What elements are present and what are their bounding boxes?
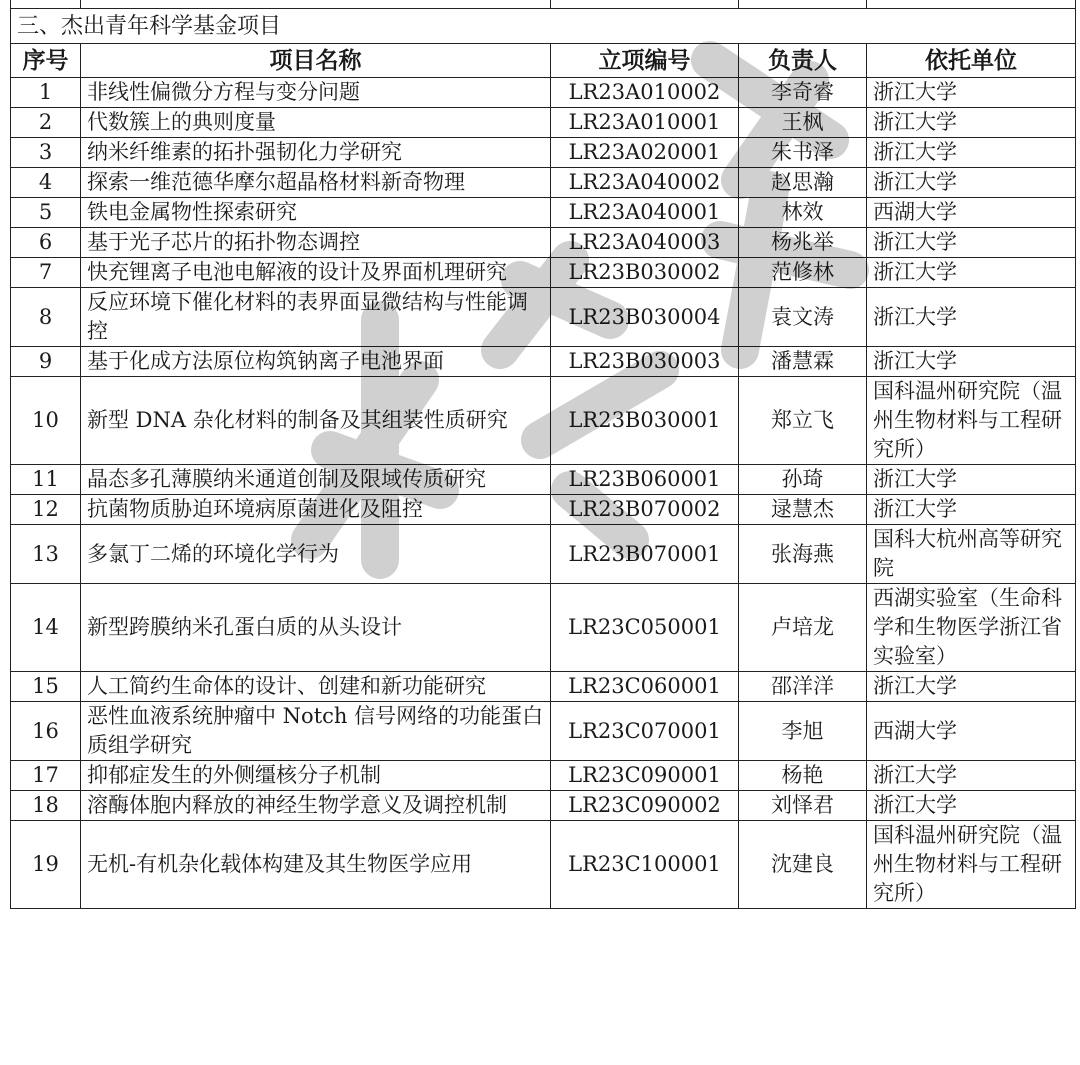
cell-leader: 李旭 bbox=[739, 702, 867, 761]
header-row bbox=[11, 44, 1076, 78]
cell-no: 17 bbox=[11, 761, 81, 791]
cell-no: 7 bbox=[11, 258, 81, 288]
cell-leader: 逯慧杰 bbox=[739, 495, 867, 525]
table-row bbox=[11, 672, 1076, 702]
cell-unit: 西湖实验室（生命科学和生物医学浙江省实验室） bbox=[867, 584, 1076, 672]
cell-project-name: 晶态多孔薄膜纳米通道创制及限域传质研究 bbox=[81, 465, 551, 495]
cell-no: 6 bbox=[11, 228, 81, 258]
cell-no: 8 bbox=[11, 288, 81, 347]
cell-no: 18 bbox=[11, 791, 81, 821]
cell-no: 2 bbox=[11, 108, 81, 138]
cell-no: 13 bbox=[11, 525, 81, 584]
cell-no: 4 bbox=[11, 168, 81, 198]
table-row bbox=[11, 821, 1076, 909]
table-row bbox=[11, 288, 1076, 347]
cell-project-code: LR23C060001 bbox=[551, 672, 739, 702]
cell-leader: 郑立飞 bbox=[739, 377, 867, 465]
table-row bbox=[11, 108, 1076, 138]
cell-no: 16 bbox=[11, 702, 81, 761]
table-row bbox=[11, 791, 1076, 821]
cell-project-name: 铁电金属物性探索研究 bbox=[81, 198, 551, 228]
cell-unit: 浙江大学 bbox=[867, 347, 1076, 377]
cell-unit: 浙江大学 bbox=[867, 672, 1076, 702]
cell-unit: 国科大杭州高等研究院 bbox=[867, 525, 1076, 584]
header-name: 项目名称 bbox=[81, 44, 551, 78]
cell-leader: 袁文涛 bbox=[739, 288, 867, 347]
cell-leader: 杨兆举 bbox=[739, 228, 867, 258]
cell-leader: 王枫 bbox=[739, 108, 867, 138]
cell-no: 19 bbox=[11, 821, 81, 909]
cell-no: 10 bbox=[11, 377, 81, 465]
cell-project-code: LR23B030002 bbox=[551, 258, 739, 288]
cell-unit: 浙江大学 bbox=[867, 791, 1076, 821]
cell-project-code: LR23C100001 bbox=[551, 821, 739, 909]
cell-project-name: 溶酶体胞内释放的神经生物学意义及调控机制 bbox=[81, 791, 551, 821]
cell-no: 1 bbox=[11, 78, 81, 108]
cell-project-code: LR23B070002 bbox=[551, 495, 739, 525]
cell-unit: 国科温州研究院（温州生物材料与工程研究所） bbox=[867, 821, 1076, 909]
cell-unit: 西湖大学 bbox=[867, 198, 1076, 228]
cell-no: 11 bbox=[11, 465, 81, 495]
cell-project-name: 抗菌物质胁迫环境病原菌进化及阻控 bbox=[81, 495, 551, 525]
cell-leader: 潘慧霖 bbox=[739, 347, 867, 377]
cell-project-code: LR23A040001 bbox=[551, 198, 739, 228]
cell-project-name: 纳米纤维素的拓扑强韧化力学研究 bbox=[81, 138, 551, 168]
cell-project-name: 无机-有机杂化载体构建及其生物医学应用 bbox=[81, 821, 551, 909]
cell-project-code: LR23B060001 bbox=[551, 465, 739, 495]
cell-unit: 浙江大学 bbox=[867, 138, 1076, 168]
cell-leader: 沈建良 bbox=[739, 821, 867, 909]
table-row bbox=[11, 495, 1076, 525]
cell-project-code: LR23C050001 bbox=[551, 584, 739, 672]
cell-project-code: LR23A040002 bbox=[551, 168, 739, 198]
table-row bbox=[11, 138, 1076, 168]
table-row bbox=[11, 702, 1076, 761]
cell-no: 14 bbox=[11, 584, 81, 672]
cell-leader: 杨艳 bbox=[739, 761, 867, 791]
table-row bbox=[11, 465, 1076, 495]
cell-project-code: LR23C070001 bbox=[551, 702, 739, 761]
cell-project-name: 探索一维范德华摩尔超晶格材料新奇物理 bbox=[81, 168, 551, 198]
cell-leader: 李奇睿 bbox=[739, 78, 867, 108]
cell-leader: 卢培龙 bbox=[739, 584, 867, 672]
cell-project-name: 反应环境下催化材料的表界面显微结构与性能调控 bbox=[81, 288, 551, 347]
cell-project-code: LR23B030003 bbox=[551, 347, 739, 377]
cell-no: 15 bbox=[11, 672, 81, 702]
table-row bbox=[11, 198, 1076, 228]
cell-unit: 浙江大学 bbox=[867, 78, 1076, 108]
cell-project-code: LR23A020001 bbox=[551, 138, 739, 168]
cell-project-name: 快充锂离子电池电解液的设计及界面机理研究 bbox=[81, 258, 551, 288]
cell-unit: 浙江大学 bbox=[867, 465, 1076, 495]
cell-unit: 浙江大学 bbox=[867, 108, 1076, 138]
cell-project-name: 代数簇上的典则度量 bbox=[81, 108, 551, 138]
cell-unit: 浙江大学 bbox=[867, 258, 1076, 288]
cell-project-name: 抑郁症发生的外侧缰核分子机制 bbox=[81, 761, 551, 791]
table-row bbox=[11, 78, 1076, 108]
table-row bbox=[11, 258, 1076, 288]
project-table bbox=[10, 0, 1076, 909]
cell-project-name: 恶性血液系统肿瘤中 Notch 信号网络的功能蛋白质组学研究 bbox=[81, 702, 551, 761]
section-row bbox=[11, 9, 1076, 44]
cell-unit: 西湖大学 bbox=[867, 702, 1076, 761]
section-title: 三、杰出青年科学基金项目 bbox=[11, 9, 1076, 44]
cell-leader: 孙琦 bbox=[739, 465, 867, 495]
cell-project-name: 人工简约生命体的设计、创建和新功能研究 bbox=[81, 672, 551, 702]
cell-no: 9 bbox=[11, 347, 81, 377]
cell-project-code: LR23C090002 bbox=[551, 791, 739, 821]
table-row bbox=[11, 347, 1076, 377]
cell-unit: 浙江大学 bbox=[867, 228, 1076, 258]
cell-no: 5 bbox=[11, 198, 81, 228]
cell-leader: 林效 bbox=[739, 198, 867, 228]
previous-table-fragment bbox=[11, 0, 1076, 9]
cell-project-code: LR23A010001 bbox=[551, 108, 739, 138]
header-code: 立项编号 bbox=[551, 44, 739, 78]
header-unit: 依托单位 bbox=[867, 44, 1076, 78]
header-no: 序号 bbox=[11, 44, 81, 78]
table-row bbox=[11, 761, 1076, 791]
cell-unit: 浙江大学 bbox=[867, 168, 1076, 198]
cell-project-name: 新型跨膜纳米孔蛋白质的从头设计 bbox=[81, 584, 551, 672]
cell-unit: 浙江大学 bbox=[867, 761, 1076, 791]
cell-leader: 范修林 bbox=[739, 258, 867, 288]
cell-project-code: LR23A040003 bbox=[551, 228, 739, 258]
cell-project-code: LR23A010002 bbox=[551, 78, 739, 108]
table-row bbox=[11, 168, 1076, 198]
cell-no: 3 bbox=[11, 138, 81, 168]
cell-project-name: 基于化成方法原位构筑钠离子电池界面 bbox=[81, 347, 551, 377]
header-leader: 负责人 bbox=[739, 44, 867, 78]
cell-project-code: LR23B070001 bbox=[551, 525, 739, 584]
table-row bbox=[11, 584, 1076, 672]
cell-leader: 朱书泽 bbox=[739, 138, 867, 168]
cell-unit: 浙江大学 bbox=[867, 288, 1076, 347]
cell-unit: 国科温州研究院（温州生物材料与工程研究所） bbox=[867, 377, 1076, 465]
cell-project-name: 多氯丁二烯的环境化学行为 bbox=[81, 525, 551, 584]
cell-project-name: 新型 DNA 杂化材料的制备及其组装性质研究 bbox=[81, 377, 551, 465]
table-row bbox=[11, 377, 1076, 465]
cell-leader: 张海燕 bbox=[739, 525, 867, 584]
table-row bbox=[11, 228, 1076, 258]
table-body bbox=[11, 78, 1076, 909]
cell-project-name: 非线性偏微分方程与变分问题 bbox=[81, 78, 551, 108]
cell-project-name: 基于光子芯片的拓扑物态调控 bbox=[81, 228, 551, 258]
table-row bbox=[11, 525, 1076, 584]
cell-leader: 邵洋洋 bbox=[739, 672, 867, 702]
cell-leader: 赵思瀚 bbox=[739, 168, 867, 198]
cell-project-code: LR23B030001 bbox=[551, 377, 739, 465]
cell-unit: 浙江大学 bbox=[867, 495, 1076, 525]
cell-leader: 刘怿君 bbox=[739, 791, 867, 821]
cell-project-code: LR23C090001 bbox=[551, 761, 739, 791]
cell-project-code: LR23B030004 bbox=[551, 288, 739, 347]
cell-no: 12 bbox=[11, 495, 81, 525]
